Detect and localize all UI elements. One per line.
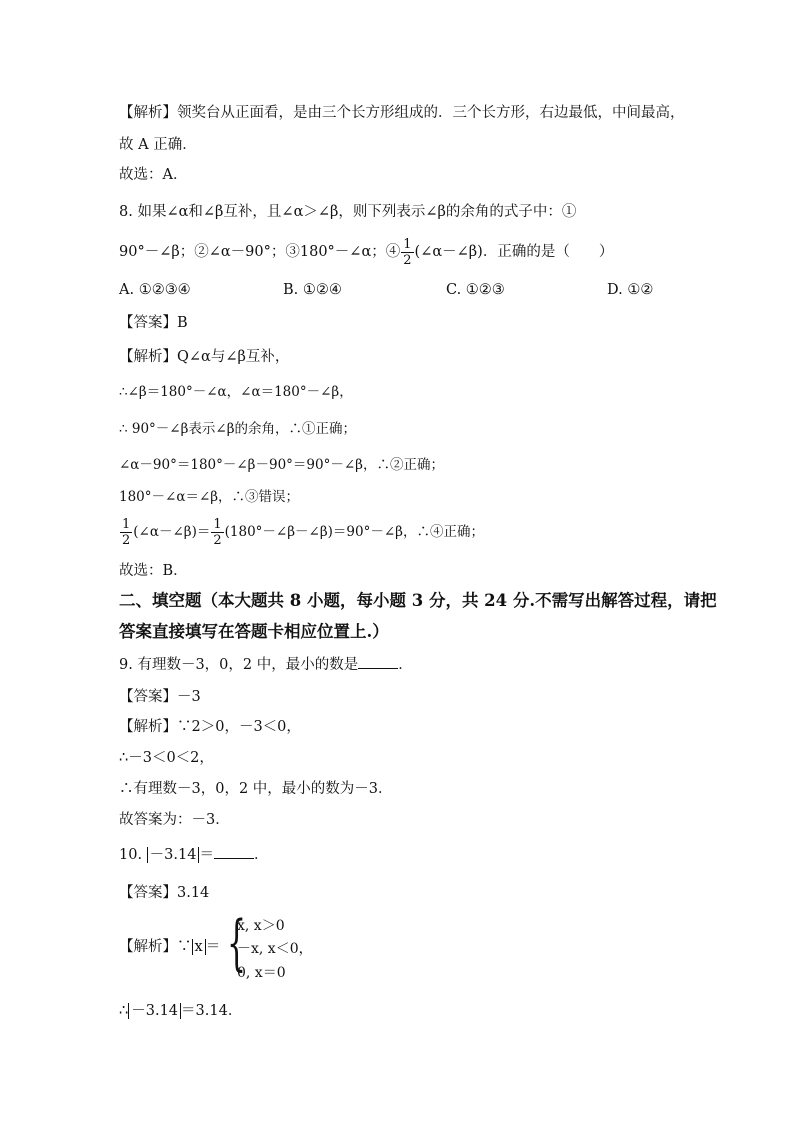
answer-blank: [214, 846, 254, 859]
q10-an-text: 【解析】∵: [119, 939, 192, 955]
section-2-heading-line-1: 二、填空题（本大题共 8 小题，每小题 3 分，共 24 分.不需写出解答过程，请把: [119, 591, 717, 610]
q8-analysis-6: [119, 515, 484, 549]
section-2-heading-line-2: 答案直接填写在答题卡相应位置上.）: [119, 622, 389, 641]
absolute-value-x: x: [192, 939, 206, 955]
q9-analysis-3: ∴有理数－3，0，2 中，最小的数为－3．: [119, 781, 393, 797]
absolute-value-final: －3.14: [128, 1003, 181, 1019]
absolute-value: －3.14: [147, 847, 200, 863]
question-9-stem: [119, 656, 413, 674]
q9-analysis-4: 故答案为：－3．: [119, 812, 230, 828]
question-8-stem-line-2: [119, 235, 613, 269]
question-8-stem: 8. 如果∠α和∠β互补，且∠α＞∠β，则下列表示∠β的余角的式子中：①: [119, 204, 577, 220]
option-d: D. ①②: [607, 282, 654, 298]
q8-analysis-4: ∠α－90°＝180°－∠β－90°＝90°－∠β，∴②正确；: [119, 457, 444, 473]
piecewise-definition: [227, 908, 317, 981]
fraction-half-1: $\frac{1}{2}$: [122, 517, 131, 548]
q10-final: [119, 1002, 242, 1020]
fraction-half-2: $\frac{1}{2}$: [213, 517, 222, 548]
q10-end: ．: [253, 847, 269, 863]
q8-an6-end: (180°－∠β－∠β)＝90°－∠β，∴④正确；: [224, 524, 484, 540]
option-c: C. ①②③: [446, 282, 505, 298]
q8-options-text: 90°－∠β；②∠α－90°；③180°－∠α；④: [119, 244, 401, 260]
left-brace: {: [227, 908, 247, 978]
option-a: A. ①②③④: [119, 282, 191, 298]
question-9-answer: 【答案】－3: [119, 689, 201, 705]
option-b: B. ①②④: [283, 282, 342, 298]
answer-blank: [358, 656, 398, 669]
question-8-answer: 【答案】B: [119, 315, 188, 331]
analysis-line-2: 故 A 正确．: [119, 137, 197, 153]
q8-an6-mid: (∠α－∠β)＝: [133, 524, 211, 540]
question-10-answer: 【答案】3.14: [119, 885, 210, 901]
q9-stem-end: ．: [398, 657, 413, 673]
q9-analysis-2: ∴－3＜0＜2，: [119, 750, 214, 766]
q8-analysis-5: 180°－∠α＝∠β，∴③错误；: [119, 489, 300, 505]
q8-choice: 故选：B．: [119, 563, 188, 579]
fraction-one-half: $\frac{1}{2}$: [403, 236, 412, 268]
analysis-line-1: 【解析】领奖台从正面看，是由三个长方形组成的．三个长方形，右边最低，中间最高，: [119, 105, 685, 121]
case-negative: －x, x＜0，: [237, 941, 313, 957]
case-positive: x, x＞0: [237, 918, 285, 934]
q10-analysis-prefix: [119, 938, 220, 956]
q9-stem-text: 9. 有理数－3，0，2 中，最小的数是: [119, 657, 359, 673]
q8-analysis-3: ∴ 90°－∠β表示∠β的余角，∴①正确；: [119, 421, 357, 437]
q10-an-eq: ＝: [205, 939, 221, 955]
choice-line: 故选：A．: [119, 167, 188, 183]
q10-final-eq: ＝3.14．: [181, 1003, 243, 1019]
q8-analysis-2: ∴∠β＝180°－∠α，∠α＝180°－∠β，: [119, 384, 353, 400]
therefore: ∴: [119, 1003, 129, 1019]
case-zero: 0, x＝0: [237, 965, 286, 981]
question-10-stem: [119, 846, 268, 864]
q9-analysis-1: 【解析】∵2＞0，－3＜0，: [119, 719, 301, 735]
q10-eq: ＝: [199, 847, 214, 863]
q10-number: 10.: [119, 847, 143, 863]
q8-analysis-1: 【解析】Q∠α与∠β互补，: [119, 349, 290, 365]
q8-options-text-end: (∠α－∠β)．正确的是（ ）: [414, 244, 614, 260]
